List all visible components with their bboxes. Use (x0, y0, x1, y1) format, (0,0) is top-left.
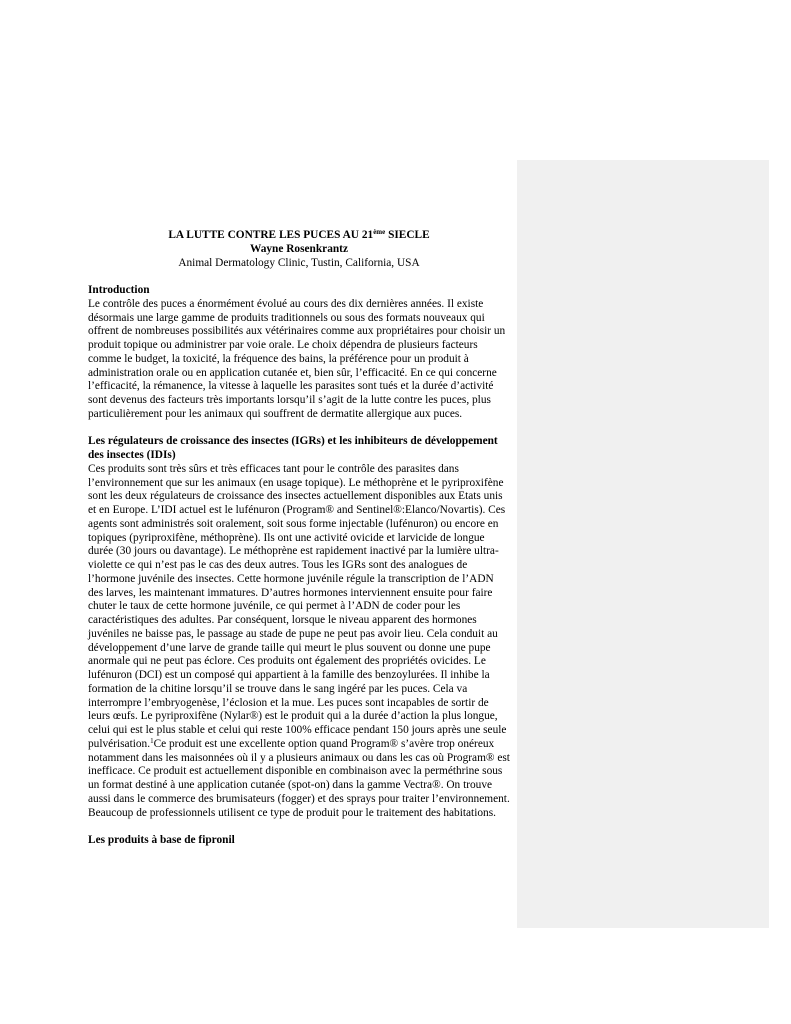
comment-pane (517, 160, 769, 928)
igr-heading: Les régulateurs de croissance des insectes (IGRs) et les inhibiteurs de développement des insectes (IDIs) (88, 435, 498, 461)
document-author: Wayne Rosenkrantz (249, 242, 348, 255)
document-affiliation: Animal Dermatology Clinic, Tustin, California, USA (178, 256, 420, 269)
footnote-reference[interactable]: 1 (150, 736, 154, 745)
document-header (88, 229, 510, 270)
document-title: LA LUTTE CONTRE LES PUCES AU 21ème SIECLE (168, 228, 430, 241)
title-superscript: ème (373, 228, 386, 236)
igr-paragraph: Ces produits sont très sûrs et très efficaces tant pour le contrôle des parasites dans l’environnement que sur les animaux (en usage topique). Le méthoprène et le pyriproxifène sont les deux régulateurs de croissance des insectes actuellement disponibles aux Etats unis et en Europe. L’IDI actuel est le lufénuron (Program® and Sentinel®:Elanco/Novartis). Ces agents sont administrés soit oralement, soit sous forme injectable (lufénuron) ou encore en topiques (pyriproxifène, méthoprène). Ils ont une activité ovicide et larvicide de longue durée (30 jours ou davantage). Le méthoprène est rapidement inactivé par la lumière ultra-violette ce qui n’est pas le cas des deux autres. Tous les IGRs sont des analogues de l’hormone juvénile des insectes. Cette hormone juvénile régule la transcription de l’ADN des larves, les maintenant immatures. D’autres hormones interviennent ensuite pour faire chuter le taux de cette hormone juvénile, ce qui permet à l’ADN de coder pour les caractéristiques des adultes. Par conséquent, lorsque le niveau apparent des hormones juvéniles ne baisse pas, le passage au stade de pupe ne peut pas avoir lieu. Cela conduit au développement d’une larve de grande taille qui meurt le plus souvent ou donne une pupe anormale qui ne peut pas éclore. Ces produits ont également des propriétés ovicides. Le lufénuron (DCI) est un composé qui appartient à la famille des benzoylurées. Il inhibe la formation de la chitine lorsqu’il se trouve dans le sang ingéré par les puces. Cela va interrompre l’embryogenèse, l’éclosion et la mue. Les puces sont incapables de sortir de leurs œufs. Le pyriproxifène (Nylar®) est le produit qui a la durée d’action la plus longue, celui qui est le plus stable et celui qui reste 100% efficace pendant 150 jours après une seule pulvérisation.$^1$Ce produit est une excellente option quand Program® s’avère trop onéreux notamment dans les maisonnées où il y a plusieurs animaux ou dans les cas où Program® est inefficace. Ce produit est actuellement disponible en combinaison avec la perméthrine sous un format destiné à une application cutanée (spot-on) dans la gamme Vectra®. On trouve aussi dans le commerce des brumisateurs (fogger) et des sprays pour traiter l’environnement. Beaucoup de professionnels utilisent ce type de produit pour le traitement des habitations. (88, 462, 510, 819)
introduction-paragraph: Le contrôle des puces a énormément évolué au cours des dix dernières années. Il existe désormais une large gamme de produits traditionnels ou sous des formats nouveaux qui offrent de nombreuses possibilités aux vétérinaires comme aux propriétaires pour choisir un produit topique ou administrer par voie orale. Le choix dépendra de plusieurs facteurs comme le budget, la toxicité, la fréquence des bains, la préférence pour un produit à administration orale ou en application cutanée et, bien sûr, l’efficacité. En ce qui concerne l’efficacité, la rémanence, la vitesse à laquelle les parasites sont tués et la durée d’activité sont devenus des facteurs très importants lorsqu’il s’agit de la lutte contre les puces, plus particulièrement pour les animaux qui souffrent de dermatite allergique aux puces. (88, 297, 506, 420)
introduction-heading: Introduction (88, 284, 150, 296)
page-content (88, 229, 510, 848)
fipronil-heading: Les produits à base de fipronil (88, 834, 235, 846)
